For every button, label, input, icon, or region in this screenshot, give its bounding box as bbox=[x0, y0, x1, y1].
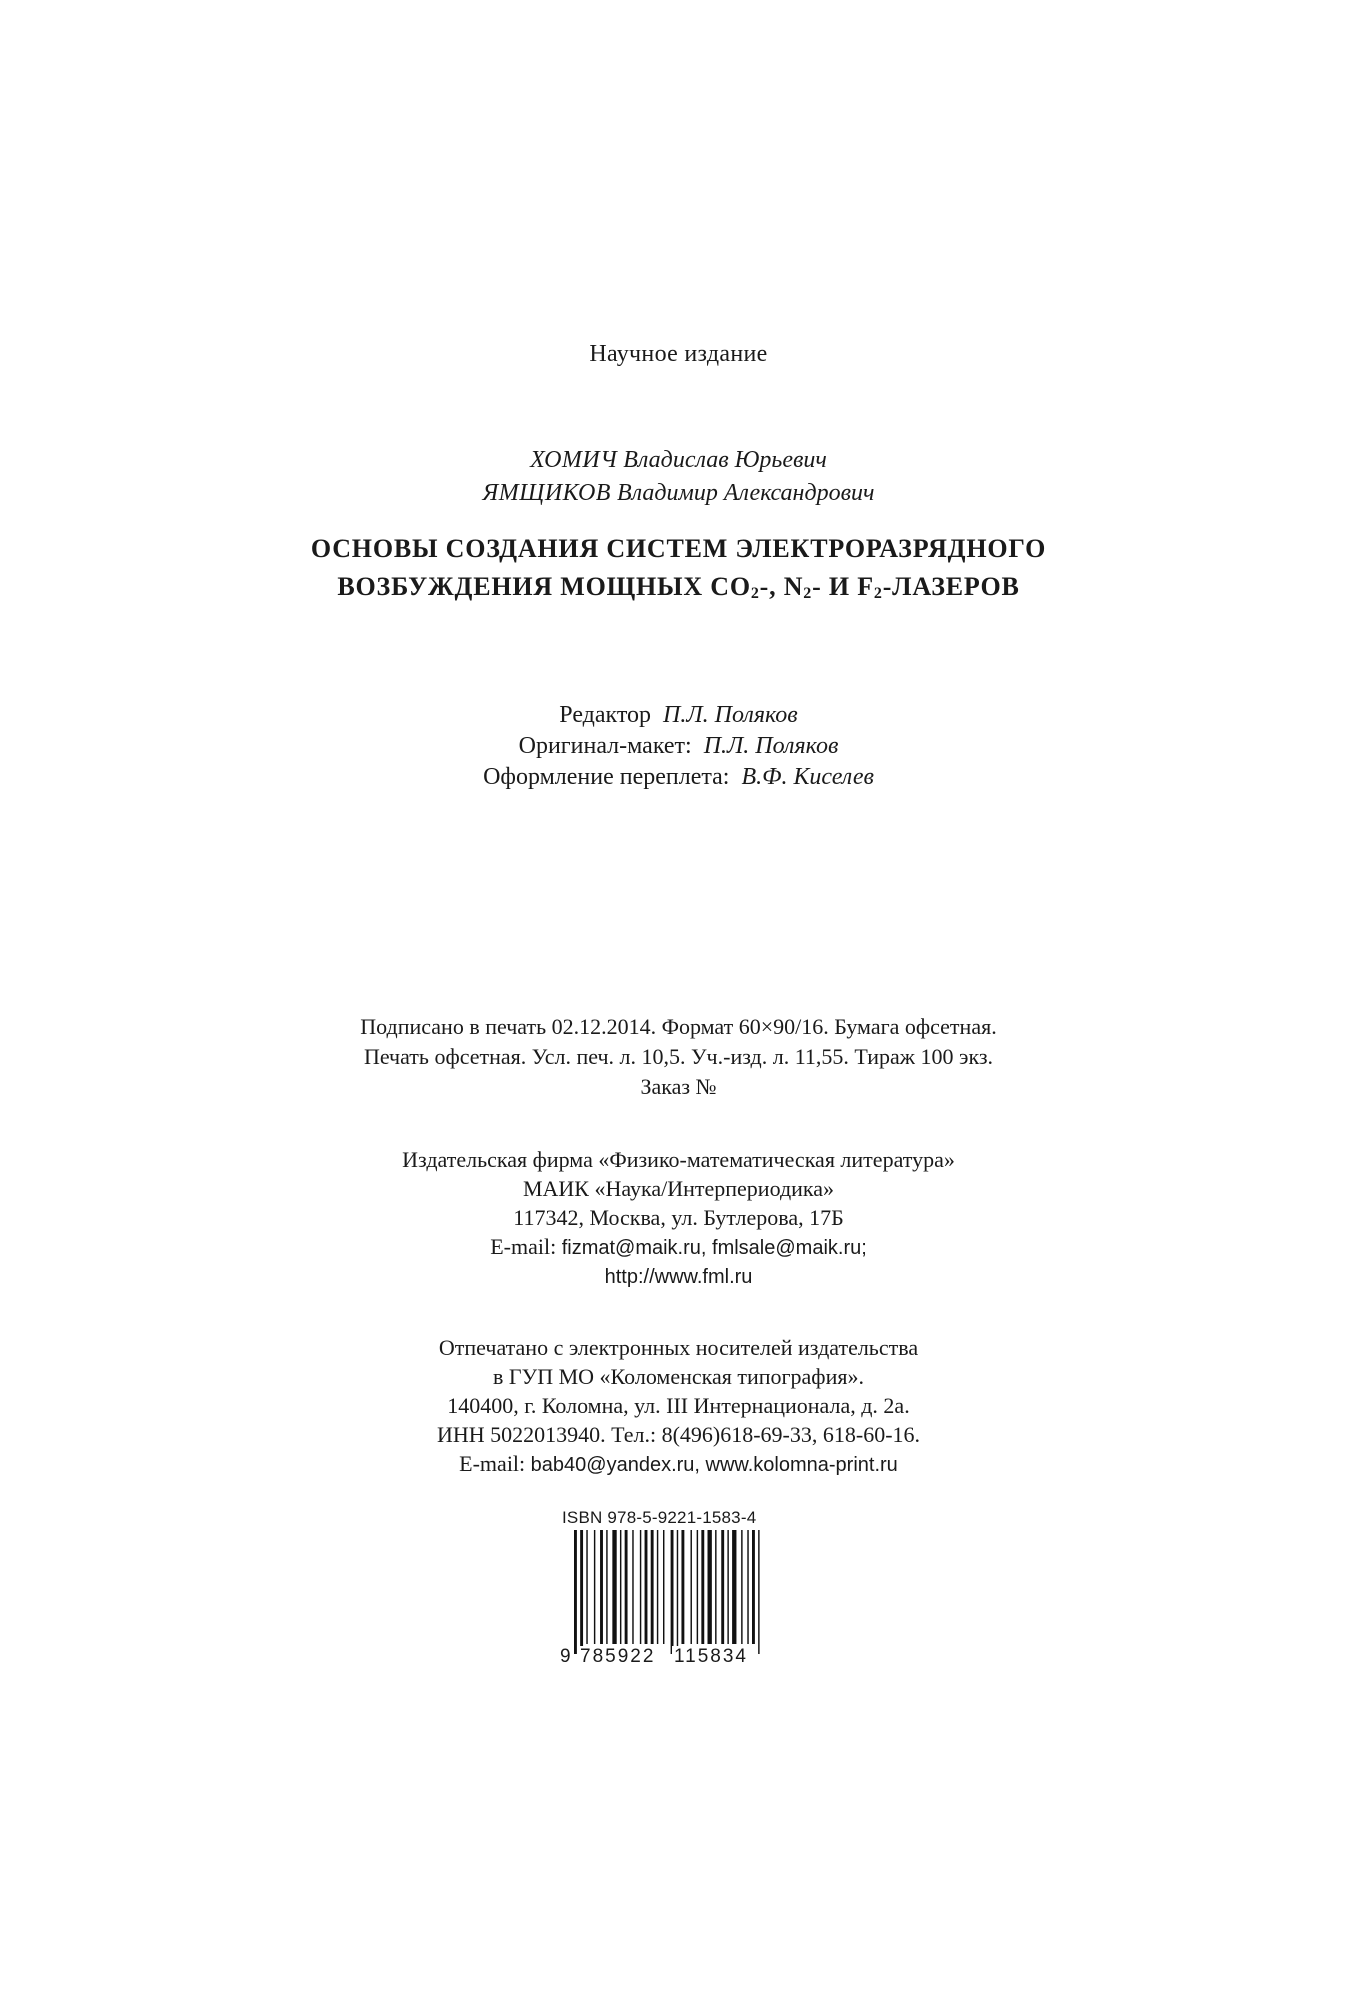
barcode-bar bbox=[691, 1530, 692, 1644]
title-sub-1: 2 bbox=[750, 585, 760, 602]
publisher-website[interactable]: http://www.fml.ru bbox=[604, 1266, 753, 1288]
credit-editor-name: П.Л. Поляков bbox=[663, 702, 798, 728]
barcode-bar bbox=[645, 1530, 648, 1644]
barcode-bar bbox=[651, 1530, 654, 1644]
title-part-c: - И F bbox=[812, 572, 874, 601]
publisher-line-1: Издательская фирма «Физико-математическая литература» bbox=[402, 1147, 955, 1172]
credit-layout bbox=[0, 731, 1357, 762]
credit-cover bbox=[0, 762, 1357, 793]
imprint-info bbox=[0, 1012, 1357, 1102]
barcode-bar bbox=[632, 1530, 633, 1644]
credit-editor bbox=[0, 700, 1357, 731]
title-sub-2: 2 bbox=[803, 585, 813, 602]
printer-line-1: Отпечатано с электронных носителей издательства bbox=[438, 1335, 919, 1360]
barcode-bar bbox=[732, 1530, 736, 1644]
publisher-info bbox=[0, 1145, 1357, 1292]
barcode-bar bbox=[606, 1530, 607, 1644]
barcode-bar bbox=[741, 1530, 742, 1644]
printer-line-3: 140400, г. Коломна, ул. III Интернационала, д. 2а. bbox=[447, 1393, 910, 1418]
barcode-bar bbox=[677, 1530, 678, 1654]
credit-layout-name: П.Л. Поляков bbox=[703, 733, 839, 759]
publisher-line-3: 117342, Москва, ул. Бутлерова, 17Б bbox=[513, 1205, 844, 1230]
printer-info bbox=[0, 1333, 1357, 1480]
isbn-label: ISBN 978-5-9221-1583-4 bbox=[562, 1508, 757, 1527]
barcode-bar bbox=[640, 1530, 641, 1644]
authors bbox=[0, 444, 1357, 510]
barcode-bar bbox=[752, 1530, 755, 1644]
barcode-bar bbox=[681, 1530, 684, 1644]
publisher-email-label: E-mail: bbox=[490, 1234, 557, 1259]
barcode-bar bbox=[671, 1530, 674, 1654]
barcode-bar bbox=[758, 1530, 759, 1654]
printer-email-line bbox=[0, 1449, 1357, 1480]
isbn-digit-group-2: 115834 bbox=[674, 1646, 748, 1667]
publisher-line-2: МАИК «Наука/Интерпериодика» bbox=[522, 1176, 835, 1201]
isbn-digit-group-1: 785922 bbox=[580, 1646, 656, 1667]
credits bbox=[0, 700, 1357, 793]
printer-line-4: ИНН 5022013940. Тел.: 8(496)618-69-33, 618-60-16. bbox=[436, 1422, 921, 1447]
barcode-bar bbox=[721, 1530, 724, 1644]
barcode-bar bbox=[708, 1530, 712, 1644]
title-part-a: ВОЗБУЖДЕНИЯ МОЩНЫХ CO bbox=[337, 572, 751, 601]
title-line-2 bbox=[0, 568, 1357, 606]
barcode-bar bbox=[580, 1530, 583, 1654]
barcode-bar bbox=[715, 1530, 716, 1644]
barcode-bar bbox=[663, 1530, 664, 1644]
barcode-bar bbox=[701, 1530, 704, 1644]
author-2-surname: ЯМЩИКОВ bbox=[482, 480, 611, 506]
publisher-email-line bbox=[0, 1232, 1357, 1263]
credit-cover-name: В.Ф. Киселев bbox=[741, 764, 874, 790]
barcode-bar bbox=[727, 1530, 728, 1644]
title-part-d: -ЛАЗЕРОВ bbox=[882, 572, 1020, 601]
credit-layout-role: Оригинал-макет: bbox=[518, 733, 692, 759]
author-2 bbox=[0, 477, 1357, 510]
credit-editor-role: Редактор bbox=[559, 702, 652, 728]
barcode-bar bbox=[697, 1530, 698, 1644]
barcode-bar bbox=[747, 1530, 748, 1644]
author-1 bbox=[0, 444, 1357, 477]
imprint-line-2: Печать офсетная. Усл. печ. л. 10,5. Уч.-изд. л. 11,55. Тираж 100 экз. bbox=[363, 1044, 994, 1069]
publisher-emails[interactable]: fizmat@maik.ru, fmlsale@maik.ru; bbox=[561, 1237, 867, 1259]
barcode-bar bbox=[594, 1530, 595, 1644]
printer-line-2: в ГУП МО «Коломенская типография». bbox=[493, 1364, 864, 1389]
credit-cover-role: Оформление переплета: bbox=[483, 764, 730, 790]
edition-type bbox=[0, 341, 1357, 368]
isbn-digit-first: 9 bbox=[560, 1646, 573, 1667]
author-1-surname: ХОМИЧ bbox=[530, 447, 618, 473]
edition-type-text: Научное издание bbox=[589, 341, 768, 367]
barcode-bar bbox=[586, 1530, 587, 1644]
printer-email-label: E-mail: bbox=[459, 1451, 526, 1476]
book-title bbox=[0, 530, 1357, 606]
imprint-line-1: Подписано в печать 02.12.2014. Формат 60×90/16. Бумага офсетная. bbox=[360, 1014, 997, 1039]
isbn-block bbox=[560, 1508, 770, 1668]
barcode-bar bbox=[612, 1530, 616, 1644]
barcode-bar bbox=[600, 1530, 603, 1644]
barcode-icon bbox=[560, 1530, 770, 1660]
barcode-bar bbox=[620, 1530, 621, 1644]
barcode-bar bbox=[574, 1530, 577, 1654]
author-2-given: Владимир Александрович bbox=[616, 480, 875, 506]
barcode-bar bbox=[657, 1530, 658, 1644]
printer-contacts[interactable]: bab40@yandex.ru, www.kolomna-print.ru bbox=[530, 1454, 898, 1476]
title-part-b: -, N bbox=[759, 572, 804, 601]
imprint-line-3: Заказ № bbox=[640, 1074, 717, 1099]
author-1-given: Владислав Юрьевич bbox=[623, 447, 827, 473]
title-line-1: ОСНОВЫ СОЗДАНИЯ СИСТЕМ ЭЛЕКТРОРАЗРЯДНОГО bbox=[310, 534, 1047, 563]
barcode-bar bbox=[625, 1530, 628, 1644]
title-sub-3: 2 bbox=[873, 585, 883, 602]
